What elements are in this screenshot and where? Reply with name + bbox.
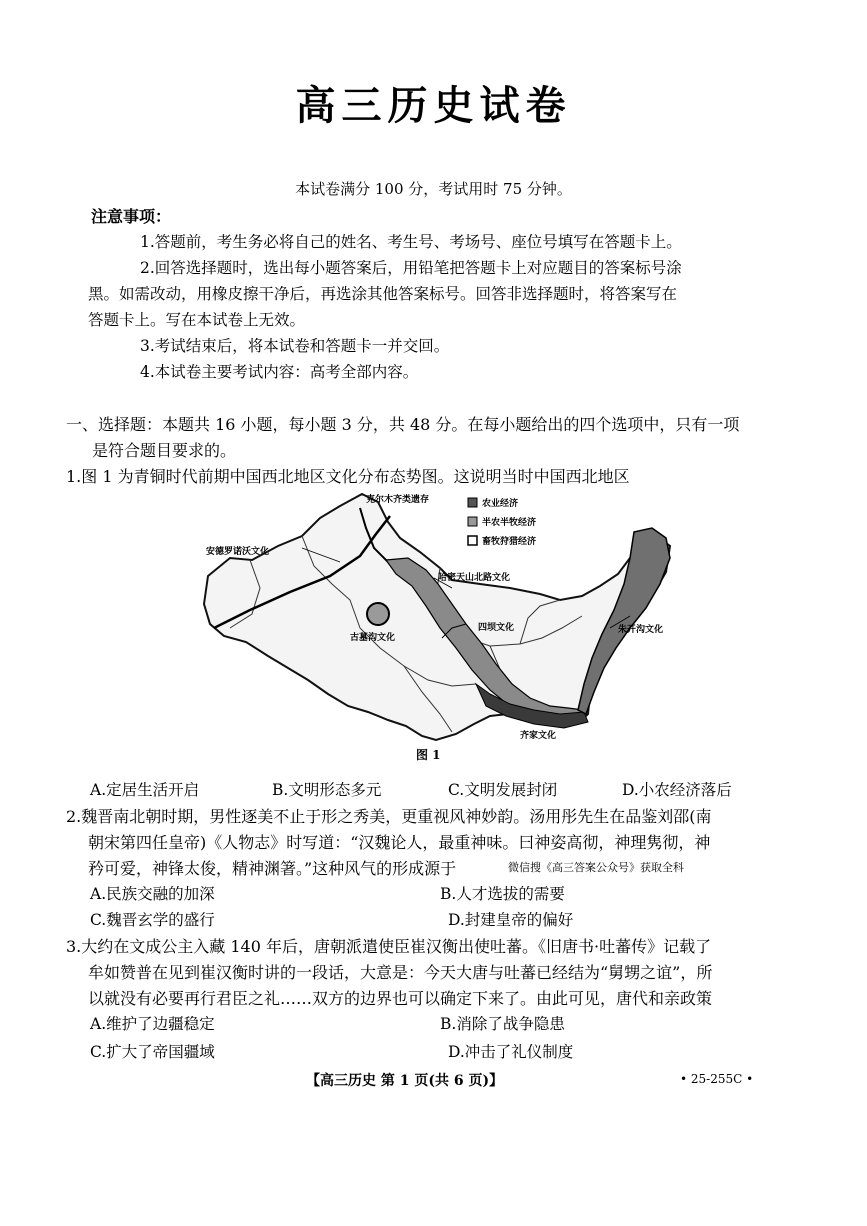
q1-option-c[interactable]: C.文明发展封闭 — [448, 781, 558, 799]
q2-option-c[interactable]: C.魏晋玄学的盛行 — [90, 911, 215, 929]
section-header-line1: 一、选择题：本题共 16 小题，每小题 3 分，共 48 分。在每小题给出的四个选项中，只有一项 — [66, 415, 740, 434]
q3-option-a[interactable]: A.维护了边疆稳定 — [90, 1015, 215, 1033]
page-footer-info: 【高三历史 第 1 页(共 6 页)】 — [306, 1073, 504, 1089]
map-label-andronovo: 安德罗诺沃文化 — [206, 547, 270, 557]
legend-label-semi: 半农半牧经济 — [482, 518, 537, 528]
map-label-siba: 四坝文化 — [478, 623, 515, 633]
q1-option-b[interactable]: B.文明形态多元 — [272, 781, 382, 799]
notice-item-1: 1.答题前，考生务必将自己的姓名、考生号、考场号、座位号填写在答题卡上。 — [140, 233, 682, 251]
legend-label-agri: 农业经济 — [482, 499, 519, 509]
page-title: 高三历史试卷 — [295, 82, 572, 129]
legend-swatch-pastoral — [468, 536, 477, 545]
legend-swatch-semi — [468, 517, 477, 526]
notice-item-2-line2: 黑。如需改动，用橡皮擦干净后，再选涂其他答案标号。回答非选择题时，将答案写在 — [88, 285, 678, 303]
q3-option-c[interactable]: C.扩大了帝国疆域 — [90, 1043, 215, 1061]
q3-stem-line3: 以就没有必要再行君臣之礼……双方的边界也可以确定下来了。由此可见，唐代和亲政策 — [88, 989, 713, 1008]
q1-option-d[interactable]: D.小农经济落后 — [622, 781, 732, 799]
q3-stem-line2: 牟如赞普在见到崔汉衡时讲的一段话，大意是：今天大唐与吐蕃已经结为“舅甥之谊”，所 — [88, 963, 713, 982]
exam-info: 本试卷满分 100 分，考试用时 75 分钟。 — [295, 180, 572, 198]
notice-item-2-line1: 2.回答选择题时，选出每小题答案后，用铅笔把答题卡上对应题目的答案标号涂 — [140, 259, 682, 277]
map-label-kelmuqi: 克尔木齐类遗存 — [366, 495, 430, 505]
notice-heading: 注意事项： — [91, 207, 172, 226]
legend-swatch-agri — [468, 498, 477, 507]
q2-option-b[interactable]: B.人才选拔的需要 — [440, 885, 565, 903]
section-header-line2: 是符合题目要求的。 — [92, 441, 237, 460]
map-label-gumugou: 古墓沟文化 — [350, 633, 396, 643]
q1-option-a[interactable]: A.定居生活开启 — [90, 781, 200, 799]
q2-stem-line3: 矜可爱，神锋太俊，精神渊箸。”这种风气的形成源于 — [88, 859, 457, 878]
q1-map-figure — [190, 488, 690, 768]
q1-figure-caption: 图 1 — [416, 748, 441, 762]
q3-option-d[interactable]: D.冲击了礼仪制度 — [448, 1043, 574, 1061]
q2-watermark: 微信搜《高三答案公众号》获取全科 — [508, 861, 684, 874]
notice-item-3: 3.考试结束后，将本试卷和答题卡一并交回。 — [140, 337, 450, 355]
q1-map-svg — [190, 488, 690, 768]
map-label-qijia: 齐家文化 — [520, 731, 557, 741]
legend-label-pastoral: 畜牧狩猎经济 — [482, 537, 537, 547]
map-gumugou-marker — [367, 603, 389, 625]
notice-item-4: 4.本试卷主要考试内容：高考全部内容。 — [140, 363, 419, 381]
page-footer-code: • 25-255C • — [680, 1072, 754, 1086]
q2-option-d[interactable]: D.封建皇帝的偏好 — [448, 911, 574, 929]
q1-stem: 1.图 1 为青铜时代前期中国西北地区文化分布态势图。这说明当时中国西北地区 — [66, 467, 630, 486]
map-label-zhukaigou: 朱开沟文化 — [618, 625, 664, 635]
map-label-hami: 哈密天山北路文化 — [438, 573, 511, 583]
q2-stem-line1: 2.魏晋南北朝时期，男性逐美不止于形之秀美，更重视风神妙韵。汤用彤先生在品鉴刘邵(南 — [66, 807, 712, 826]
q2-stem-line2: 朝宋第四任皇帝)《人物志》时写道：“汉魏论人，最重神味。曰神姿高彻，神理隽彻，神 — [88, 833, 711, 852]
q2-option-a[interactable]: A.民族交融的加深 — [90, 885, 215, 903]
notice-item-2-line3: 答题卡上。写在本试卷上无效。 — [88, 311, 306, 329]
q3-option-b[interactable]: B.消除了战争隐患 — [440, 1015, 565, 1033]
q3-stem-line1: 3.大约在文成公主入藏 140 年后，唐朝派遣使臣崔汉衡出使吐蕃。《旧唐书·吐蕃传》记载了 — [66, 937, 712, 956]
